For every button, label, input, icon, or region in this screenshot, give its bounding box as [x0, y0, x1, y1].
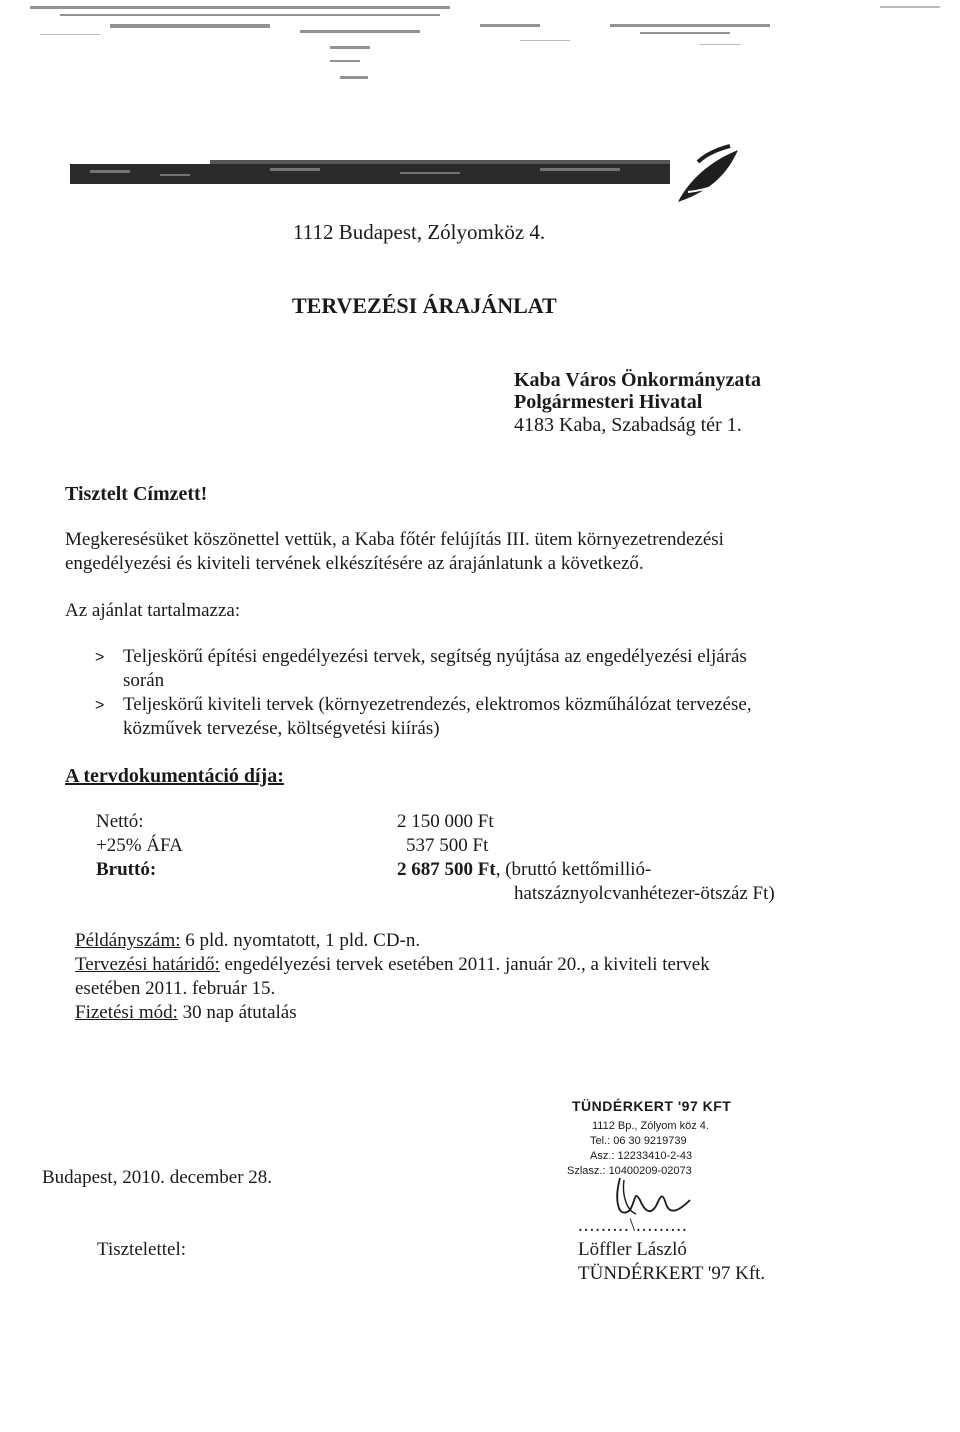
sender-address: 1112 Budapest, Zólyomköz 4. [293, 220, 546, 244]
list-item-1-line-2: során [123, 670, 165, 691]
intro-line-2: engedélyezési és kiviteli tervének elkészítésére az árajánlatunk a következő. [65, 553, 644, 574]
stamp-address: 1112 Bp., Zólyom köz 4. [592, 1120, 709, 1132]
intro-line-1: Megkeresésüket köszönettel vettük, a Kaba főtér felújítás III. ütem környezetrendezési [65, 529, 724, 550]
signer-name: Löffler László [578, 1239, 687, 1260]
list-item-1-line-1: Teljeskörű építési engedélyezési tervek, segítség nyújtása az engedélyezési eljárás [123, 646, 747, 667]
copies-row [75, 929, 420, 952]
gross-label: Bruttó: [96, 859, 157, 880]
price-heading: A tervdokumentáció díja: [65, 765, 284, 787]
bullet-arrow-icon: > [95, 649, 105, 666]
letterhead-banner [70, 148, 750, 192]
bullet-arrow-icon: > [95, 697, 105, 714]
recipient-line-2: Polgármesteri Hivatal [514, 391, 703, 413]
stamp-company: TÜNDÉRKERT '97 KFT [572, 1098, 732, 1114]
gross-row [397, 858, 651, 881]
signer-company: TÜNDÉRKERT '97 Kft. [578, 1263, 766, 1284]
list-item-2-line-2: közművek tervezése, költségvetési kiírás) [123, 718, 440, 739]
recipient-line-3: 4183 Kaba, Szabadság tér 1. [514, 414, 742, 436]
recipient-line-1: Kaba Város Önkormányzata [514, 369, 762, 391]
deadline-label: Tervezési határidő: [75, 954, 220, 975]
gross-words-1: , (bruttó kettőmillió- [495, 859, 652, 880]
logo-leaf-icon [668, 142, 748, 212]
payment-value: 30 nap átutalás [177, 1002, 297, 1023]
vat-label: +25% ÁFA [96, 835, 183, 856]
document-title: TERVEZÉSI ÁRAJÁNLAT [292, 293, 557, 318]
gross-value: 2 687 500 Ft [397, 859, 496, 880]
signature-dots: .........\......... [578, 1215, 688, 1236]
place-date: Budapest, 2010. december 28. [42, 1167, 273, 1188]
deadline-row [75, 953, 710, 976]
salutation: Tisztelt Címzett! [65, 483, 208, 505]
list-item-2-line-1: Teljeskörű kiviteli tervek (környezetrendezés, elektromos közműhálózat tervezése, [123, 694, 752, 715]
offer-contains-label: Az ajánlat tartalmazza: [65, 600, 241, 621]
stamp-bank: Szlasz.: 10400209-02073 [567, 1165, 692, 1177]
net-label: Nettó: [96, 811, 144, 832]
gross-words-2: hatszáznyolcvanhétezer-ötszáz Ft) [514, 883, 775, 904]
regards: Tisztelettel: [97, 1239, 187, 1260]
payment-row [75, 1001, 297, 1024]
stamp-tax: Asz.: 12233410-2-43 [590, 1150, 693, 1162]
vat-value: 537 500 Ft [406, 835, 489, 856]
deadline-value: engedélyezési tervek esetében 2011. január 20., a kiviteli tervek [219, 954, 710, 975]
deadline-value-2: esetében 2011. február 15. [75, 978, 276, 999]
scan-noise-top [0, 0, 960, 110]
copies-value: 6 pld. nyomtatott, 1 pld. CD-n. [180, 930, 421, 951]
stamp-tel: Tel.: 06 30 9219739 [590, 1135, 687, 1147]
payment-label: Fizetési mód: [75, 1002, 178, 1023]
net-value: 2 150 000 Ft [397, 811, 494, 832]
copies-label: Példányszám: [75, 930, 181, 951]
